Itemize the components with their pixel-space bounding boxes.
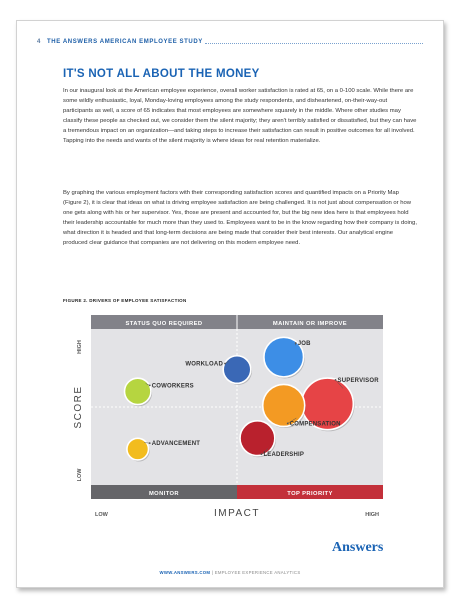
label-compensation: COMPENSATION: [289, 421, 341, 428]
label-coworkers: COWORKERS: [151, 383, 194, 390]
label-advancement: ADVANCEMENT: [151, 441, 201, 448]
footer-text: EMPLOYEE EXPERIENCE ANALYTICS: [214, 570, 301, 575]
document-page: [16, 20, 444, 588]
label-job: JOB: [297, 341, 311, 348]
paragraph-2: By graphing the various employment factors with their corresponding satisfaction scores and quantified impacts on a Priority Map (Figure 2), it is clear that ideas on what is driving employee satisfaction are being challenged. It is not just about compensation or how one gets along with his or her supervisor. Yes, those are present and accounted for, but the big new idea here is that employees hold their leadership accountable for much more than they used to. Employees want to be in the know regarding how their company is doing, what direction it is headed and that long-term decisions are being made that consider their best interests. Our analytical engine produced clear guidance that companies are not delivering on this modern employee need.: [63, 190, 417, 246]
priority-map-chart: [17, 21, 443, 587]
y-axis-label: SCORE: [73, 385, 84, 429]
leader-dot-advancement: [149, 442, 151, 444]
leader-dot-compensation: [287, 423, 289, 425]
bubble-workload: [223, 356, 251, 384]
running-header: THE ANSWERS AMERICAN EMPLOYEE STUDY: [47, 39, 203, 45]
quadrant-label-maintain: MAINTAIN OR IMPROVE: [272, 321, 348, 327]
x-axis-high: HIGH: [365, 512, 379, 518]
footer: [17, 570, 443, 575]
label-supervisor: SUPERVISOR: [337, 377, 379, 384]
bubble-leadership: [240, 421, 275, 456]
x-axis-low: LOW: [95, 512, 108, 518]
x-axis-label: IMPACT: [213, 508, 261, 519]
y-axis-low: LOW: [77, 468, 83, 482]
quadrant-label-top-priority: TOP PRIORITY: [287, 491, 333, 497]
quadrant-label-monitor: MONITOR: [148, 491, 180, 497]
bubble-advancement: [127, 438, 149, 460]
leader-dot-coworkers: [149, 385, 151, 387]
answers-logo: Answers: [332, 540, 384, 555]
bubble-compensation: [263, 384, 305, 426]
leader-dot-supervisor: [335, 379, 337, 381]
section-title: IT'S NOT ALL ABOUT THE MONEY: [63, 68, 260, 80]
label-leadership: LEADERSHIP: [263, 452, 305, 459]
footer-separator: |: [211, 570, 214, 575]
paragraph-1: In our inaugural look at the American employee experience, overall worker satisfaction is rated at 65, on a 0-100 scale. While there are some wildly enthusiastic, loyal, Monday-loving employees among the study respondents, and disheartened, on-their-way-out participants as well, a score of 65 indicates that most employees are somewhere squarely in the middle. Where other studies may classify these people as checked out, we consider them the silent majority; they aren't terribly satisfied or dissatisfied, but they can have a tremendous impact on an organization—and taking steps to increase their satisfaction can result in positive outcomes for all involved. Tapping into the needs and wants of the silent majority is where ideas for real retention materialize.: [63, 88, 417, 144]
bubble-coworkers: [125, 378, 151, 404]
leader-dot-workload: [224, 363, 226, 365]
page-number: 4: [37, 39, 41, 45]
figure-caption: FIGURE 2. DRIVERS OF EMPLOYEE SATISFACTION: [63, 298, 187, 303]
y-axis-high: HIGH: [77, 340, 83, 354]
quadrant-label-status-quo: STATUS QUO REQUIRED: [125, 321, 203, 327]
label-workload: WORKLOAD: [185, 361, 223, 368]
leader-dot-job: [295, 342, 297, 344]
footer-url[interactable]: WWW.ANSWERS.COM: [159, 570, 211, 575]
leader-dot-leadership: [261, 453, 263, 455]
